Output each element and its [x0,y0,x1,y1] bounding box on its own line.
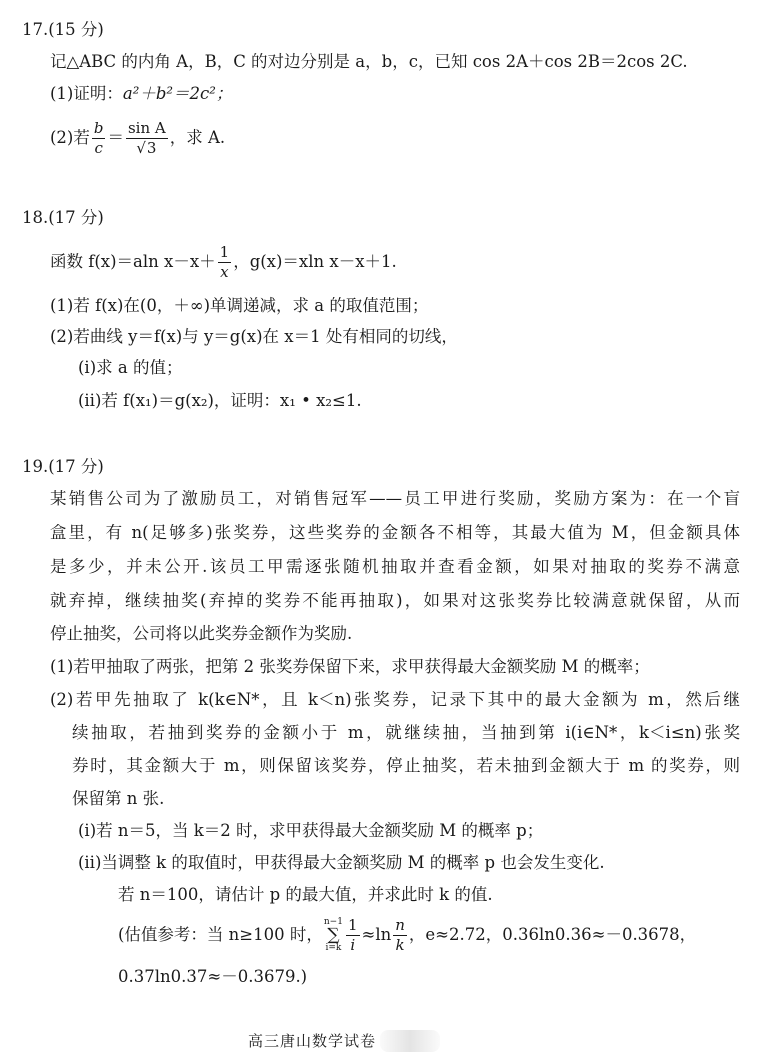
q19-reference-cont: 0.37ln0.37≈－0.3679.) [118,967,308,986]
q17-part2: (2)若 $\frac{b}{c}$ ＝ $\frac{\text{sin A}}{√3}$ ，求 A. [50,119,226,157]
q17-stem: 记△ABC 的内角 A，B，C 的对边分别是 a，b，c，已知 cos 2A＋cos 2B＝2cos 2C. [50,52,688,71]
q19-stem-line: 是多少，并未公开.该员工甲需逐张随机抽取并查看金额，如果对抽取的奖券不满意 [50,557,740,576]
q19-part1: (1)若甲抽取了两张，把第 2 张奖券保留下来，求甲获得最大金额奖励 M 的概率； [50,657,650,676]
q18-fraction-1-over-x: $\frac{1}{x}$ [219,243,230,281]
q17-part1 [50,82,232,106]
q19-stem-line: 盒里，有 n(足够多)张奖券，这些奖券的金额各不相等，其最大值为 M，但金额具体 [50,523,740,542]
q19-part2-line: 续抽取，若抽到奖券的金额小于 m，就继续抽，当抽到第 i(i∈N*，k＜i≤n)张奖 [72,723,740,742]
q17-fraction-sin-over-sqrt3: $\frac{\text{sin A}}{√3}$ [127,119,166,157]
q18-part2-ii: (ⅱ)若 f(x₁)＝g(x₂)，证明：x₁ • x₂≤1. [78,391,362,410]
q19-stem-line: 停止抽奖，公司将以此奖券金额作为奖励. [50,624,353,643]
sqrt-icon: √3 [136,139,157,157]
q19-stem-line: 某销售公司为了激励员工，对销售冠军——员工甲进行奖励，奖励方案为：在一个盲 [50,489,740,508]
q19-fraction-1-over-i: $\frac{1}{i}$ [347,916,358,954]
q18-part1: (1)若 f(x)在(0，＋∞)单调递减，求 a 的取值范围； [50,296,429,315]
page-footer: 高三唐山数学试卷 [248,1032,377,1050]
q17-fraction-b-over-c: $\frac{b}{c}$ [93,119,104,157]
summation-icon: n−1 ∑ i=k [323,917,343,953]
q17-part2-suffix: ，求 A. [169,128,226,147]
smudge-overlay [380,1030,440,1052]
q18-part2-i: (ⅰ)求 a 的值； [78,358,183,377]
q19-part2-i: (ⅰ)若 n＝5，当 k＝2 时，求甲获得最大金额奖励 M 的概率 p； [78,821,544,840]
q17-header: 17.(15 分) [22,20,104,39]
q18-part2: (2)若曲线 y＝f(x)与 y＝g(x)在 x＝1 处有相同的切线， [50,327,458,346]
q19-header: 19.(17 分) [22,457,104,476]
q19-part2-ii: (ⅱ)当调整 k 的取值时，甲获得最大金额奖励 M 的概率 p 也会发生变化. [78,853,605,872]
q19-part2-line: (2)若甲先抽取了 k(k∈N*，且 k＜n)张奖券，记录下其中的最大金额为 m，然后继 [50,690,740,709]
q17-part2-prefix: (2)若 [50,128,90,147]
q18-header: 18.(17 分) [22,208,104,227]
q19-part2-ii-b: 若 n＝100，请估计 p 的最大值，并求此时 k 的值. [118,885,493,904]
q19-reference: (估值参考：当 n≥100 时， n−1 ∑ i=k $\frac{1}{i}$ ≈ln $\frac{n}{k}$ ，e≈2.72，0.36ln0.36≈－0.3678， [118,916,697,954]
q19-stem-line: 就弃掉，继续抽奖(弃掉的奖券不能再抽取)，如果对这张奖券比较满意就保留，从而 [50,591,740,610]
q18-stem: 函数 f(x)＝aln x－x＋ $\frac{1}{x}$ ，g(x)＝xln x－x＋1. [50,243,397,281]
q19-part2-line: 保留第 n 张. [72,789,165,808]
q19-fraction-n-over-k: $\frac{n}{k}$ [395,916,405,954]
q19-part2-line: 券时，其金额大于 m，则保留该奖券，停止抽奖，若未抽到金额大于 m 的奖券，则 [72,756,740,775]
q17-part1-prefix: (1)证明： [50,84,123,103]
q17-part1-expr: a²＋b²＝2c²； [122,84,233,103]
